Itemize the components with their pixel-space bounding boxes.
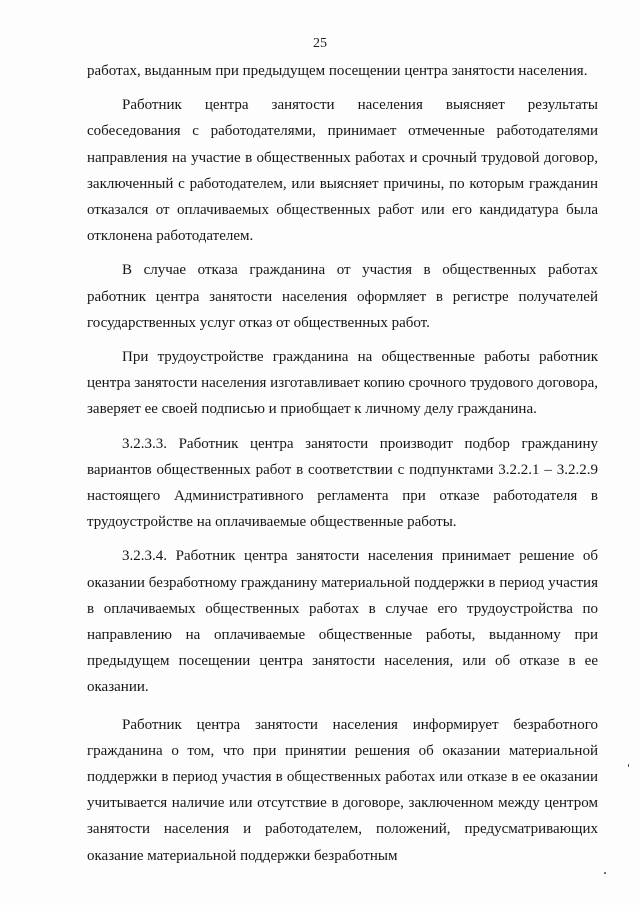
paragraph-refusal-registration: В случае отказа гражданина от участия в общественных работах работник центра занятости населения оформляет в регистре получателей государственных услуг отказ от общественных работ.	[87, 262, 598, 331]
paragraph-material-support-info: Работник центра занятости населения информирует безработного гражданина о том, что при принятии решения об оказании материальной поддержки в период участия в общественных работах или отказе в ее оказании учитывается наличие или отсутствие в договоре, заключенном между центром занятости населения и работодателем, положений, предусматривающих оказание материальной поддержки безработным	[87, 716, 598, 864]
page-number: 25	[313, 36, 327, 51]
scan-speck	[604, 872, 606, 874]
scan-speck	[628, 764, 629, 767]
paragraph-employment-contract: При трудоустройстве гражданина на общественные работы работник центра занятости населения изготавливает копию срочного трудового договора, заверяет ее своей подписью и приобщает к личному делу гражданина.	[87, 349, 598, 418]
paragraph-continuation: работах, выданным при предыдущем посещении центра занятости населения.	[87, 63, 588, 79]
paragraph-section-3-2-3-4: 3.2.3.4. Работник центра занятости населения принимает решение об оказании безработному гражданину материальной поддержки в период участия в оплачиваемых общественных работах в случае его трудоустройства по направлению на оплачиваемые общественные работы, выданному при предыдущем посещении центра занятости населения, или об отказе в ее оказании.	[87, 548, 598, 696]
paragraph-interview-results: Работник центра занятости населения выясняет результаты собеседования с работодателями, принимает отмеченные работодателями направления на участие в общественных работах и срочный трудовой договор, заключенный с работодателем, или выясняет причины, по которым гражданин отказался от оплачиваемых общественных работ или его кандидатура была отклонена работодателем.	[87, 97, 598, 245]
document-body	[87, 58, 598, 869]
paragraph-section-3-2-3-3: 3.2.3.3. Работник центра занятости производит подбор гражданину вариантов общественных работ в соответствии с подпунктами 3.2.2.1 – 3.2.2.9 настоящего Административного регламента при отказе работодателя в трудоустройстве на оплачиваемые общественные работы.	[87, 435, 598, 531]
